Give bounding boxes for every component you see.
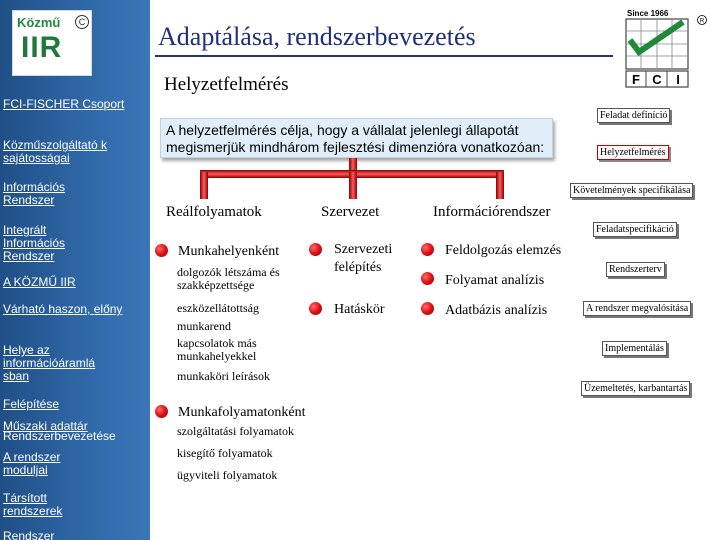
sidebar-item-muszaki-adattar[interactable]: Műszaki adattár — [3, 419, 88, 433]
bullet-icon — [421, 243, 434, 256]
sidebar-item-kozmuszolgaltatok[interactable]: Közműszolgáltató k sajátosságai — [3, 138, 108, 165]
sidebar-item-rendszerbevezetese[interactable]: Rendszerbevezetése — [3, 429, 116, 443]
fci-letter-f: F — [632, 72, 640, 87]
step-feladat-definicio[interactable]: Feladat definíció — [597, 108, 670, 123]
munkahely-sub-item: dolgozók létszáma és szakképzettsége — [177, 265, 280, 292]
bullet-icon — [155, 244, 168, 257]
svg-text:R: R — [699, 18, 705, 25]
sidebar-item-integralt[interactable]: Integrált Információs Rendszer — [3, 223, 66, 263]
logo-top-text: Közmű — [17, 15, 61, 30]
sidebar-item-informacioaramlas[interactable]: Helye az információáramlá sban — [3, 343, 96, 383]
munkafolyamatonkent-heading: Munkafolyamatonként — [178, 405, 306, 420]
page-subtitle: Helyzetfelmérés — [164, 74, 289, 95]
sidebar-item-informacios-rendszer[interactable]: Információs Rendszer — [3, 180, 66, 207]
fci-logo — [617, 8, 712, 94]
feldolgozas-elemzes-item: Feldolgozás elemzés — [445, 243, 562, 258]
sidebar-item-kozmu-iir[interactable]: A KÖZMŰ IIR — [3, 275, 76, 289]
column-szervezet: Szervezet — [321, 204, 380, 220]
sidebar-item-rendszer[interactable]: Rendszer — [3, 529, 55, 540]
sidebar-item-felepitese[interactable]: Felépítése — [3, 397, 60, 411]
bullet-icon — [309, 243, 322, 256]
step-uzemeltetes[interactable]: Üzemeltetés, karbantartás — [581, 381, 690, 396]
bullet-icon — [309, 302, 322, 315]
column-realfolyamatok: Reálfolyamatok — [166, 204, 262, 220]
step-rendszerterv[interactable]: Rendszerterv — [606, 262, 665, 277]
munkahely-sub-item: kapcsolatok más munkahelyekkel — [177, 336, 257, 363]
step-megvalositas[interactable]: A rendszer megvalósítása — [583, 301, 691, 316]
sidebar-item-tarsitott[interactable]: Társított rendszerek — [3, 491, 63, 518]
bullet-icon — [421, 302, 434, 315]
step-kovetelmenyek[interactable]: Követelmények specifikálása — [570, 183, 693, 198]
step-helyzetfelmeres[interactable]: Helyzetfelmérés — [597, 145, 669, 160]
step-implementalas[interactable]: Implementálás — [602, 341, 667, 356]
fci-letter-i: I — [676, 72, 680, 87]
page-title: Adaptálása, rendszerbevezetés — [158, 22, 476, 51]
sidebar-item-fci-fischer[interactable]: FCI-FISCHER Csoport — [3, 97, 125, 111]
munkafolyamat-sub-item: ügyviteli folyamatok — [177, 468, 278, 482]
munkafolyamat-sub-item: szolgáltatási folyamatok — [177, 424, 294, 438]
munkahely-sub-item: munkaköri leírások — [177, 369, 270, 383]
logo-main-text: IIR — [21, 31, 63, 64]
step-feladatspecifikacio[interactable]: Feladatspecifikáció — [593, 222, 677, 237]
sidebar-item-modulok[interactable]: A rendszer moduljai — [3, 450, 61, 477]
title-divider — [155, 55, 613, 57]
bullet-icon — [155, 405, 168, 418]
intro-text-box: A helyzetfelmérés célja, hogy a vállalat jelenlegi állapotát megismerjük mindhárom fejlesztési dimenzióra vonatkozóan: — [160, 118, 553, 158]
bullet-icon — [421, 272, 434, 285]
szervezeti-felepites-item: Szervezeti felépítés — [334, 242, 393, 275]
column-informaciorendszer: Információrendszer — [433, 204, 551, 220]
munkahelyenkent-heading: Munkahelyenként — [178, 244, 280, 259]
sidebar-item-varhato-haszon[interactable]: Várható haszon, előny — [3, 302, 123, 316]
fci-letter-c: C — [652, 72, 662, 87]
folyamat-analizis-item: Folyamat analízis — [445, 273, 545, 288]
fci-since-text: Since 1966 — [627, 9, 669, 18]
munkahely-sub-item: eszközellátottság — [177, 301, 259, 315]
logo-circle-c-icon: C — [75, 15, 89, 29]
munkahely-sub-item: munkarend — [177, 319, 231, 333]
hataskor-item: Hatáskör — [334, 302, 385, 317]
adatbazis-analizis-item: Adatbázis analízis — [445, 303, 548, 318]
sidebar — [0, 0, 150, 540]
munkafolyamat-sub-item: kisegítő folyamatok — [177, 446, 273, 460]
kozmu-iir-logo — [12, 10, 92, 76]
